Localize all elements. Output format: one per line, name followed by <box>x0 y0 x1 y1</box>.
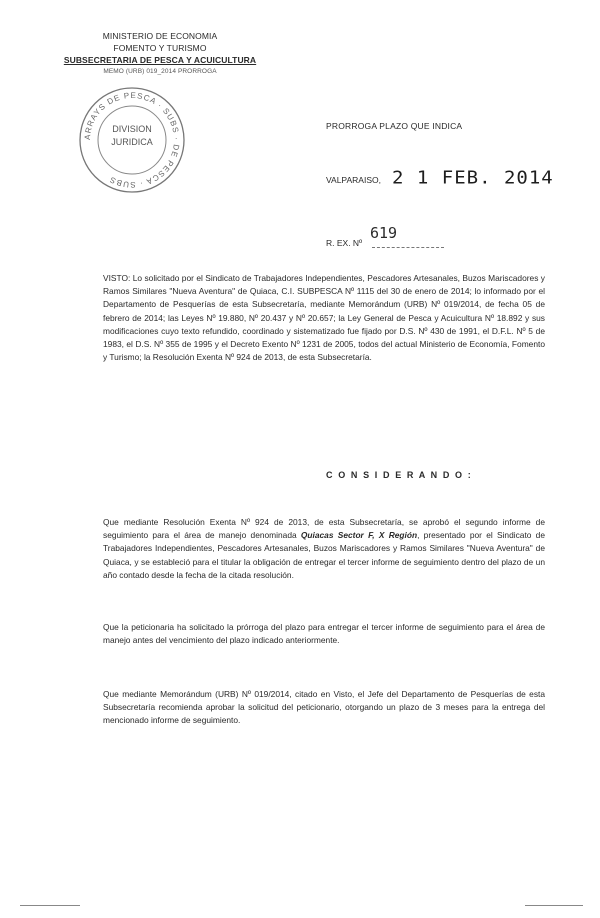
considerando-paragraph-1 <box>103 516 545 582</box>
stamp-division: DIVISION <box>112 124 152 134</box>
letterhead-ministry-2: FOMENTO Y TURISMO <box>113 43 207 53</box>
c1-text-post: , presentado por el Sindicato de Trabajadores Independientes, Pescadores Artesanales, Buzos Mariscadores y Ramos Similares "Nueva Aventura" de Quiaca, y se estableció para el titular la obligación de entregar el tercer informe de seguimiento dentro del plazo de un año contado desde la fecha de la citada resolución. <box>103 530 545 580</box>
considerando-heading: C O N S I D E R A N D O : <box>326 470 473 480</box>
stamp-ring-text: ARRAYS DE PESCA · SUBS · DE PESCA · SUBS <box>82 90 182 190</box>
resolution-label: R. EX. Nº <box>326 238 363 248</box>
footer-rule-right <box>525 905 583 906</box>
letterhead-subsecretaria: SUBSECRETARIA DE PESCA Y ACUICULTURA <box>63 55 257 65</box>
date-stamp: 2 1 FEB. 2014 <box>392 167 554 189</box>
resolution-underline <box>372 247 444 248</box>
document-subject: PRORROGA PLAZO QUE INDICA <box>326 121 463 131</box>
stamp-juridica: JURIDICA <box>111 137 153 147</box>
memo-reference: MEMO (URB) 019_2014 PRORROGA <box>103 68 217 75</box>
considerando-paragraph-3: Que mediante Memorándum (URB) Nº 019/2014, citado en Visto, el Jefe del Departamento de Pesquerías de esta Subsecretaría recomienda aprobar la solicitud del peticionario, otorgando un plazo de 3 meses para la entrega del mencionado informe de seguimiento. <box>103 689 545 726</box>
letterhead <box>60 30 260 78</box>
resolution-number: 619 <box>370 224 398 242</box>
visto-paragraph: VISTO: Lo solicitado por el Sindicato de Trabajadores Independientes, Pescadores Artesanales, Buzos Mariscadores y Ramos Similares "Nueva Aventura" de Quiaca, C.I. SUBPESCA Nº 1115 del 30 de enero de 2014; lo informado por el Departamento de Pesquerías de esta Subsecretaría, mediante Memorándum (URB) Nº 019/2014, de fecha 05 de febrero de 2014; las Leyes Nº 19.880, Nº 20.437 y Nº 20.657; la Ley General de Pesca y Acuicultura Nº 18.892 y sus modificaciones cuyo texto refundido, coordinado y sistematizado fue fijado por D.S. Nº 430 de 1991, el D.F.L. Nº 5 de 1983, el D.S. Nº 355 de 1995 y el Decreto Exento Nº 1231 de 2005, todos del actual Ministerio de Economía, Fomento y Turismo; la Resolución Exenta Nº 924 de 2013, de esta Subsecretaría. <box>103 273 545 363</box>
date-label: VALPARAISO, <box>326 175 381 185</box>
letterhead-ministry: MINISTERIO DE ECONOMIA <box>102 31 218 41</box>
c1-text-pre: Que mediante Resolución Exenta Nº 924 de 2013, de esta Subsecretaría, se aprobó el segundo informe de seguimiento para el área de manejo denominada <box>103 517 545 541</box>
area-name: Quiacas Sector F, X Región <box>300 530 418 541</box>
footer-rule-left <box>20 905 80 906</box>
considerando-paragraph-2: Que la peticionaria ha solicitado la prórroga del plazo para entregar el tercer informe de seguimiento para el área de manejo antes del vencimiento del plazo indicado anteriormente. <box>103 622 545 646</box>
division-juridica-stamp <box>76 84 188 196</box>
